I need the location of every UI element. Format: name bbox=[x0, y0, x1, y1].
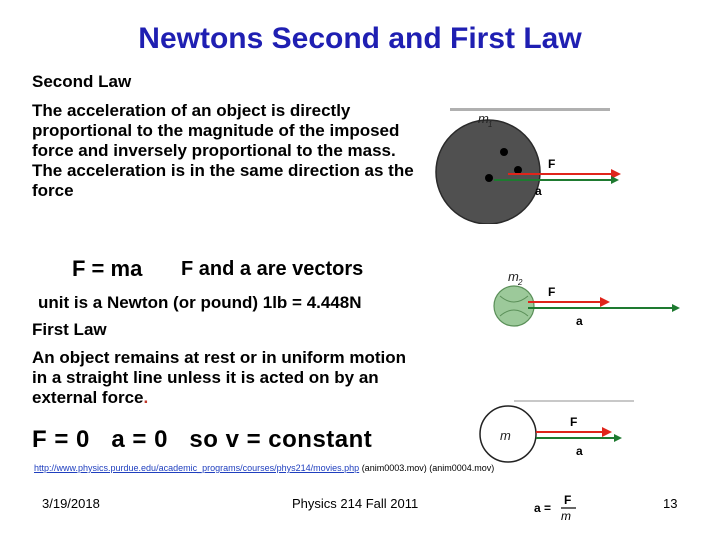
accel-label: a bbox=[576, 314, 583, 328]
second-law-description: The acceleration of an object is directly proportional to the magnitude of the imposed force and inversely proportional to the mass. The acceleration is in the same direction as the force bbox=[32, 101, 414, 200]
footer-course: Physics 214 Fall 2011 bbox=[292, 496, 419, 511]
second-law-heading: Second Law bbox=[32, 72, 132, 91]
first-law-diagram bbox=[468, 398, 668, 464]
caption-strip bbox=[450, 108, 610, 111]
second-law-formula: F = ma bbox=[72, 256, 143, 281]
link-row bbox=[34, 463, 494, 473]
slide-title: Newtons Second and First Law bbox=[138, 22, 582, 55]
acceleration-equation bbox=[534, 490, 594, 524]
mass-subscript: 1 bbox=[488, 120, 493, 129]
second-law-diagram-middle bbox=[488, 268, 688, 338]
accel-arrowhead bbox=[672, 304, 680, 312]
first-law-description-block bbox=[32, 348, 412, 408]
ball-dot bbox=[485, 174, 493, 182]
anim2-label: (anim0004.mov) bbox=[429, 463, 495, 473]
equation-numerator: F bbox=[564, 493, 572, 507]
force-label: F bbox=[548, 285, 556, 299]
unit-note: unit is a Newton (or pound) 1lb = 4.448N bbox=[38, 293, 362, 312]
accel-arrowhead bbox=[614, 434, 622, 442]
footer-date: 3/19/2018 bbox=[42, 496, 100, 511]
mass-ball-dark bbox=[436, 120, 540, 224]
footer-page-number: 13 bbox=[663, 496, 678, 511]
accel-label: a bbox=[535, 184, 542, 198]
force-label: F bbox=[548, 157, 556, 171]
mass-label-m: m bbox=[478, 111, 489, 126]
equation-denominator: m bbox=[561, 509, 571, 523]
mass-subscript: 2 bbox=[518, 278, 523, 287]
accel-arrowhead bbox=[611, 176, 619, 184]
second-law-diagram-top bbox=[428, 104, 628, 224]
accel-label: a bbox=[576, 444, 583, 458]
anim1-label: (anim0003.mov) bbox=[361, 463, 427, 473]
mass-label-m: m bbox=[500, 428, 511, 443]
first-law-description: An object remains at rest or in uniform motion in a straight line unless it is acted on by an external force bbox=[32, 348, 407, 407]
mass-label-m: m bbox=[508, 269, 519, 284]
movies-link[interactable]: http://www.physics.purdue.edu/academic_programs/courses/phys214/movies.php bbox=[34, 463, 360, 473]
first-law-description-end: . bbox=[143, 388, 149, 407]
vectors-note: F and a are vectors bbox=[181, 258, 364, 280]
force-label: F bbox=[570, 415, 578, 429]
caption-strip bbox=[514, 400, 634, 402]
force-arrowhead bbox=[602, 427, 612, 437]
force-arrowhead bbox=[600, 297, 610, 307]
ball-dot bbox=[514, 166, 522, 174]
first-law-formula: F = 0 a = 0 so v = constant bbox=[32, 426, 373, 453]
equation-lhs: a = bbox=[534, 501, 552, 515]
mass-ball-green bbox=[494, 286, 534, 326]
first-law-heading: First Law bbox=[32, 320, 107, 339]
ball-dot bbox=[500, 148, 508, 156]
